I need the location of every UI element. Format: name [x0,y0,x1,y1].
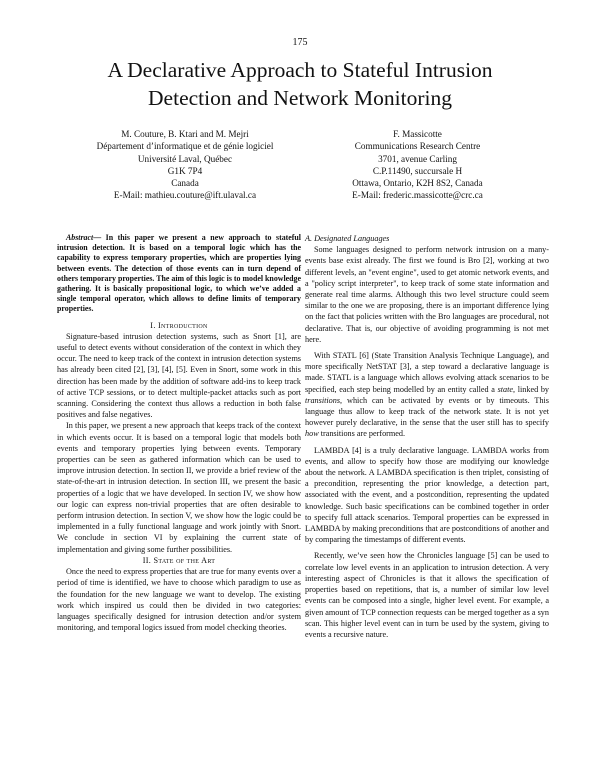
left-column [57,233,301,633]
intro-paragraph-1: Signature-based intrusion detection systems, such as Snort [1], are useful to detect events without consideration of the context in which they occur. The need to keep track of the context in intrusion detection systems has already been cited [2], [3], [4], [5]. Even in Snort, some work in this direction has been made by the addition of software add-ins to keep track of active TCP sessions, or to detect multiple-packet attacks such as port scanning. Considering the context thus allows a reduction in both false positives and false negatives. [57,331,301,420]
state-of-art-paragraph-1: Once the need to express properties that are true for many events over a period of time is identified, we have to choose which paradigm to use as the foundation for the new language we want to develop. The existing work which inspired us could then be divided in two categories: languages specifically designed for intrusion detection and/or system monitoring, and temporal logics issued from model checking theories. [57,567,301,633]
statl-text-a: With STATL [6] (State Transition Analysis Technique Language), and more specifically NetSTAT [3], a step toward a declarative language is made. STATL is a language which allows evolving attack scenarios to be specified, each step being modelled by an entity called a [305,351,549,394]
affiliation-street: 3701, avenue Carling [378,153,457,164]
affiliation-city: Ottawa, Ontario, K2H 8S2, Canada [352,178,483,189]
section-1-heading: I. Introduction [150,320,208,330]
affiliation-university: Université Laval, Québec [137,153,233,164]
author-block-left [70,128,300,202]
affiliation-dept: Département d’informatique et de génie logiciel [96,141,274,152]
author-block-right [305,128,530,202]
bro-paragraph: Some languages designed to perform network intrusion on a many-events base exist already. The first we found is Bro [2], working at two different levels, an "event engine", used to get atomic network events, and a "policy script interpreter", to keep track of some state information and generate real time alarms. Although this two level structure could seem similar to the one we are proposing, there is an important difference lying on the fact that policies written with the Bro languages are procedural, not declarative. That is, our objective of avoiding programming is not met here. [305,245,549,344]
affiliation-country: Canada [171,178,199,189]
paper-title [40,56,560,112]
statl-term-state: state [497,384,514,394]
author-email-left: E-Mail: mathieu.couture@ift.ulaval.ca [113,190,257,201]
abstract [57,233,301,315]
statl-term-transitions: transitions [305,395,341,405]
statl-text-b: , linked by [513,384,550,394]
title-line-2: Detection and Network Monitoring [148,86,452,110]
statl-text-c: , which can be activated by events or by timeouts. This language thus allow to keep track of the network state. It is not yet however purely declarative, in the sense that the user still has to specify [305,395,549,428]
statl-text-d: transitions are performed. [318,429,406,439]
author-names-left: M. Couture, B. Ktari and M. Mejri [121,129,249,139]
page-number: 175 [292,37,308,48]
affiliation-po: C.P.11490, succursale H [372,165,463,176]
intro-paragraph-2: In this paper, we present a new approach that keeps track of the context in which events occur. It is based on a temporal logic that models both events and temporary properties lying between events. Temporary properties can be seen as gathered information which can be used to improve intrusion detection. In section II, we provide a brief review of the state-of-the-art in intrusion detection. In section III, we present the basic properties of a logic that we have developed. In section IV, we show how our logic can express non-trivial properties that are often desirable to perform intrusion detection. In section V, we show how the logic could be implemented in a fully functional language and work jointly with Snort. We conclude in section VI by explaining the current state of implementation and giving some further possibilities. [57,421,301,554]
statl-term-how: how [305,429,319,439]
chronicles-paragraph: Recently, we’ve seen how the Chronicles language [5] can be used to correlate low level events in an application to intrusion detection. A very interesting aspect of Chronicles is that it allows the specification of properties based on repetitions, that is, a number of similar low level events can be composed into a single, higher level event. For example, a given amount of TCP connection requests can be merged together as a syn scan. This higher level event can in turn be used by the system, giving to events a recursive nature. [305,551,549,639]
section-2-heading: II. State of the Art [142,555,216,565]
statl-paragraph [305,350,549,440]
affiliation-postal: G1K 7P4 [167,165,203,176]
author-names-right: F. Massicotte [393,129,442,139]
affiliation-centre: Communications Research Centre [354,141,481,152]
right-column [305,233,549,640]
title-line-1: A Declarative Approach to Stateful Intrusion [107,58,493,82]
lambda-paragraph: LAMBDA [4] is a truly declarative language. LAMBDA works from events, and allow to specify how those are modifying our knowledge about the network. A LAMBDA specification is then triplet, consisting of a precondition, representing the prior knowledge, a detection part, associated with the event, and a postcondition, representing the updated knowledge. Such basic specifications can be combined together in order to specify full attack scenarios. Temporal properties can be expressed in LAMBDA by making preconditions that are postconditions of another and by comparing the timestamps of different events. [305,445,549,545]
author-email-right: E-Mail: frederic.massicotte@crc.ca [352,190,483,201]
abstract-text: — In this paper we present a new approach to stateful intrusion detection. It is based on a temporal logic which has the capability to express temporary properties, which are properties lying between events. The detection of those events can in turn depend of others temporary properties. The aim of this logic is to model knowledge gathering. It is basically propositional logic, to which we’ve added a single temporal operator, which allows to define limits of temporary properties. [57,233,301,314]
subsection-heading: A. Designated Languages [305,234,390,243]
abstract-label: Abstract [66,233,94,242]
